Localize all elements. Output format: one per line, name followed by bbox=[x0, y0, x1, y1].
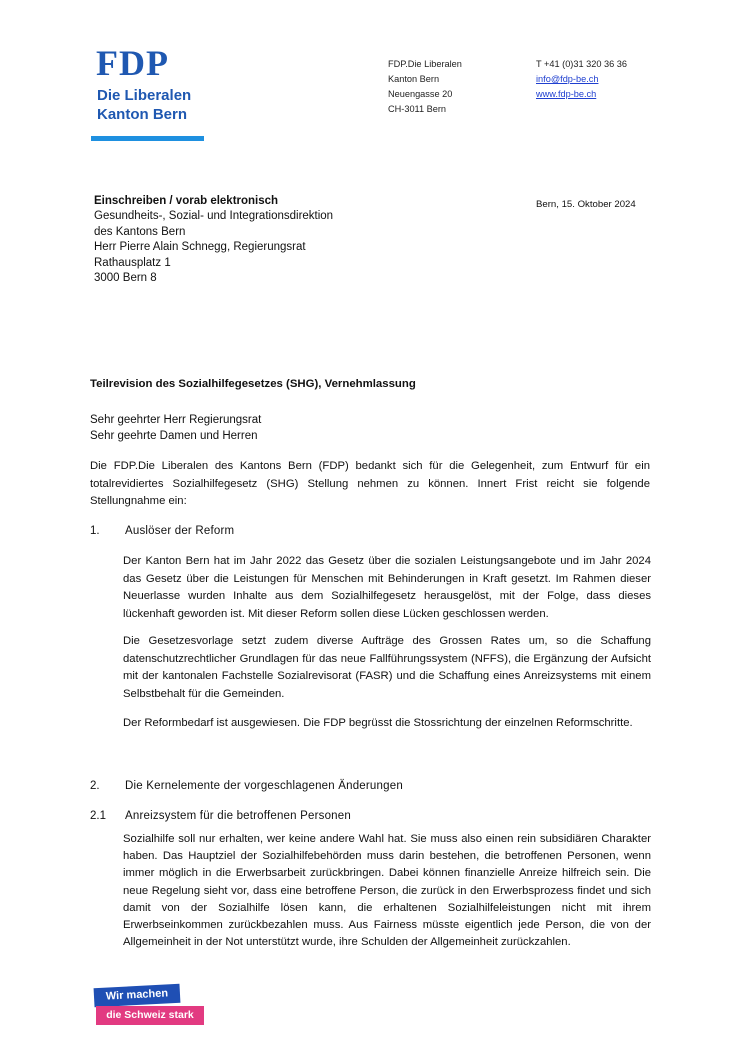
sender-line: Kanton Bern bbox=[388, 74, 440, 84]
section-title: Auslöser der Reform bbox=[125, 525, 235, 537]
recipient-line: Rathausplatz 1 bbox=[94, 256, 171, 269]
section-title: Die Kernelemente der vorgeschlagenen Änderungen bbox=[125, 780, 403, 792]
sender-contact bbox=[536, 57, 627, 102]
recipient-address bbox=[94, 194, 333, 286]
sender-line: Neuengasse 20 bbox=[388, 89, 453, 99]
sender-line: FDP.Die Liberalen bbox=[388, 59, 462, 69]
logo-accent-bar bbox=[91, 136, 204, 141]
section-heading bbox=[90, 780, 650, 796]
section-paragraph: Sozialhilfe soll nur erhalten, wer keine andere Wahl hat. Sie muss also einen rein subsidiären Charakter haben. Das Hauptziel der Sozialhilfebehörden muss darin bestehen, die betroffenen Personen, wenn immer möglich in die Erwerbsarbeit zurückbringen. Dabei können finanzielle Anreize hilfreich sein. Die neue Regelung sieht vor, dass eine betroffene Person, die zurück in den Erwerbsprozess findet und sich damit von der Sozialhilfe lösen kann, die erhaltenen Sozialhilfeleistungen nicht mit ihrem Erwerbseinkommen zurückbezahlen muss. Aus Fairness müsste eigentlich jede Person, die von der Allgemeinheit in der Not unterstützt wurde, ihre Schulden der Allgemeinheit zurückzahlen. bbox=[123, 833, 651, 949]
section-number: 1. bbox=[90, 525, 100, 537]
intro-paragraph: Die FDP.Die Liberalen des Kantons Bern (FDP) bedankt sich für die Gelegenheit, zum Entwurf für ein totalrevidiertes Sozialhilfegesetz (SHG) Stellung nehmen zu können. Innert Frist reicht sie folgende Stellungnahme ein: bbox=[90, 460, 650, 508]
website-link[interactable]: www.fdp-be.ch bbox=[536, 89, 597, 99]
recipient-line: Herr Pierre Alain Schnegg, Regierungsrat bbox=[94, 241, 306, 254]
salutation bbox=[90, 412, 261, 444]
email-link[interactable]: info@fdp-be.ch bbox=[536, 74, 599, 84]
section-number: 2. bbox=[90, 780, 100, 792]
logo-line-2: Kanton Bern bbox=[97, 106, 187, 123]
recipient-line: Gesundheits-, Sozial- und Integrationsdirektion bbox=[94, 210, 334, 223]
slogan-badge-top: Wir machen bbox=[94, 984, 181, 1007]
logo-subtitle bbox=[97, 86, 191, 124]
section-paragraph: Der Reformbedarf ist ausgewiesen. Die FDP begrüsst die Stossrichtung der einzelnen Reformschritte. bbox=[123, 717, 633, 729]
delivery-method: Einschreiben / vorab elektronisch bbox=[94, 195, 279, 207]
section-heading bbox=[90, 525, 650, 541]
logo-line-1: Die Liberalen bbox=[97, 87, 192, 104]
recipient-line: des Kantons Bern bbox=[94, 225, 186, 238]
letter-date: Bern, 15. Oktober 2024 bbox=[536, 199, 636, 210]
sender-line: CH-3011 Bern bbox=[388, 104, 447, 114]
letter-subject: Teilrevision des Sozialhilfegesetzes (SHG), Vernehmlassung bbox=[90, 378, 416, 390]
section-heading bbox=[90, 810, 650, 826]
section-paragraph: Die Gesetzesvorlage setzt zudem diverse Aufträge des Grossen Rates um, so die Schaffung datenschutzrechtlicher Grundlagen für das neue Fallführungssystem (NFFS), die Ergänzung der Aufsicht mit der kantonalen Fachstelle Sozialrevisorat (FASR) und die Schaffung eines Anreizsystems mit einem Selbstbehalt für die Gemeinden. bbox=[123, 635, 651, 700]
slogan-badge-bottom: die Schweiz stark bbox=[96, 1006, 204, 1025]
recipient-line: 3000 Bern 8 bbox=[94, 272, 157, 285]
section-number: 2.1 bbox=[90, 810, 106, 822]
phone-number: T +41 (0)31 320 36 36 bbox=[536, 59, 628, 69]
section-paragraph: Der Kanton Bern hat im Jahr 2022 das Gesetz über die sozialen Leistungsangebote und im Jahr 2024 das Gesetz über die Leistungen für Menschen mit Behinderungen in Kraft gesetzt. Im Rahmen dieser Neuerlasse wurden Inhalte aus dem Sozialhilfegesetz herausgelöst, mit der Folge, dass dieses lückenhaft geworden ist. Mit dieser Reform sollen diese Lücken geschlossen werden. bbox=[123, 555, 651, 620]
salutation-line: Sehr geehrter Herr Regierungsrat bbox=[90, 414, 262, 426]
section-title: Anreizsystem für die betroffenen Personen bbox=[125, 810, 351, 822]
sender-address bbox=[388, 57, 462, 117]
salutation-line: Sehr geehrte Damen und Herren bbox=[90, 430, 258, 442]
logo-brand: FDP bbox=[96, 43, 169, 83]
